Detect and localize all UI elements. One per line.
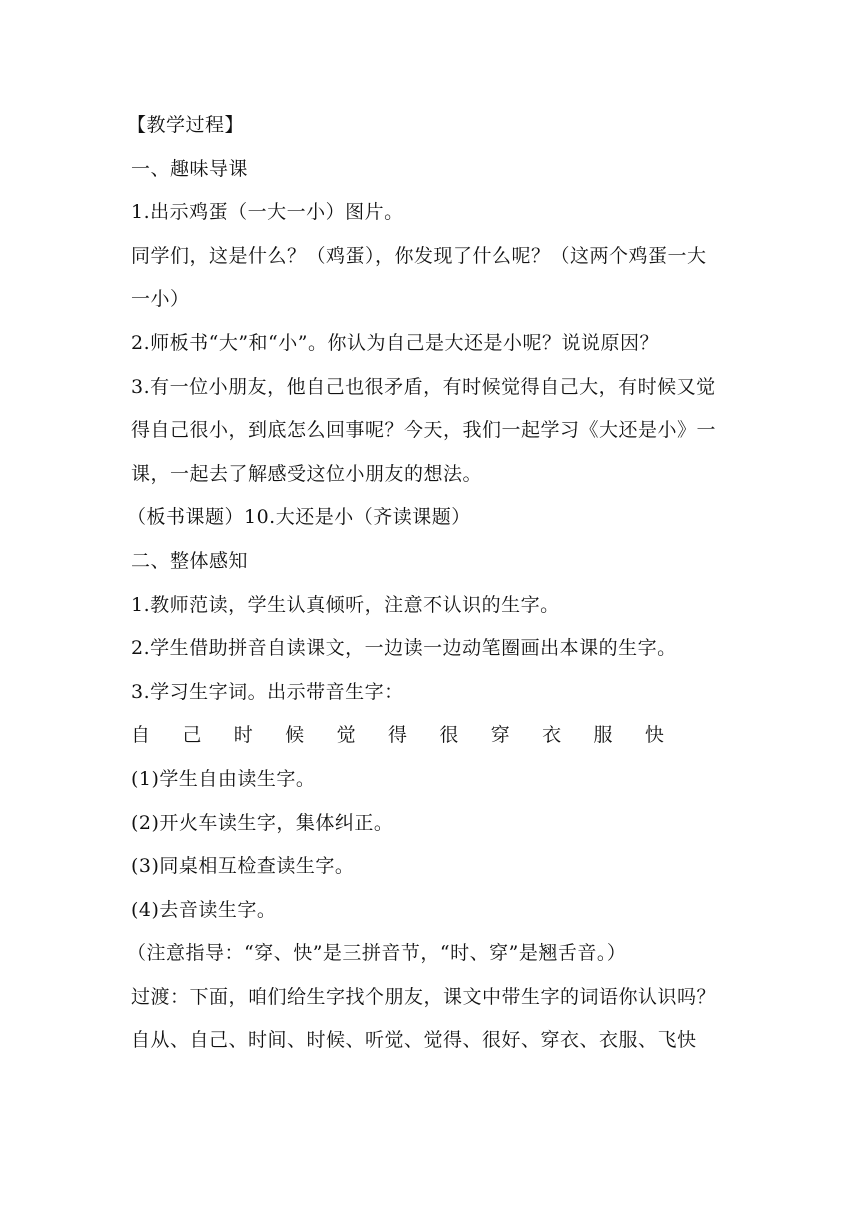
new-character: 时 [233, 724, 254, 747]
new-character: 候 [285, 724, 305, 747]
paragraph: 自从、自己、时间、时候、听觉、觉得、很好、穿衣、衣服、飞快 [131, 1029, 697, 1052]
new-character: 穿 [490, 724, 511, 747]
new-character: 衣 [542, 724, 562, 747]
new-character: 服 [593, 724, 614, 747]
new-character: 得 [387, 724, 408, 747]
new-character: 己 [182, 724, 202, 747]
paragraph: (1)学生自由读生字。 [131, 767, 316, 790]
paragraph: 1.教师范读，学生认真倾听，注意不认识的生字。 [131, 593, 560, 616]
paragraph: 2.师板书“大”和“小”。你认为自己是大还是小呢？说说原因？ [131, 331, 659, 354]
section-heading-intro: 一、趣味导课 [131, 157, 249, 180]
paragraph: 过渡：下面，咱们给生字找个朋友，课文中带生字的词语你认识吗？ [131, 985, 717, 1008]
new-character: 很 [439, 724, 459, 747]
section-heading-teaching-process: 【教学过程】 [127, 114, 245, 136]
new-characters-row [131, 724, 741, 746]
paragraph: 一小） [131, 288, 190, 311]
paragraph: (3)同桌相互检查读生字。 [131, 855, 355, 878]
paragraph: 课，一起去了解感受这位小朋友的想法。 [131, 462, 483, 485]
document-body [127, 114, 741, 1073]
section-heading-overall-perception: 二、整体感知 [131, 549, 249, 572]
paragraph: 3.有一位小朋友，他自己也很矛盾，有时候觉得自己大，有时候又觉 [131, 375, 716, 398]
new-character: 觉 [336, 724, 357, 747]
paragraph: 1.出示鸡蛋（一大一小）图片。 [131, 201, 404, 224]
paragraph: (4)去音读生字。 [131, 898, 277, 921]
new-character: 自 [131, 724, 151, 747]
paragraph: 得自己很小，到底怎么回事呢？今天，我们一起学习《大还是小》一 [131, 419, 717, 442]
paragraph-note: （注意指导：“穿、快”是三拼音节，“时、穿”是翘舌音。） [127, 942, 627, 965]
paragraph: （板书课题）10.大还是小（齐读课题） [127, 506, 471, 529]
paragraph: 3.学习生字词。出示带音生字： [131, 680, 404, 703]
paragraph: (2)开火车读生字，集体纠正。 [131, 811, 394, 834]
paragraph: 同学们，这是什么？（鸡蛋），你发现了什么呢？（这两个鸡蛋一大 [131, 244, 707, 267]
new-character: 快 [644, 724, 665, 747]
paragraph: 2.学生借助拼音自读课文，一边读一边动笔圈画出本课的生字。 [131, 637, 677, 660]
